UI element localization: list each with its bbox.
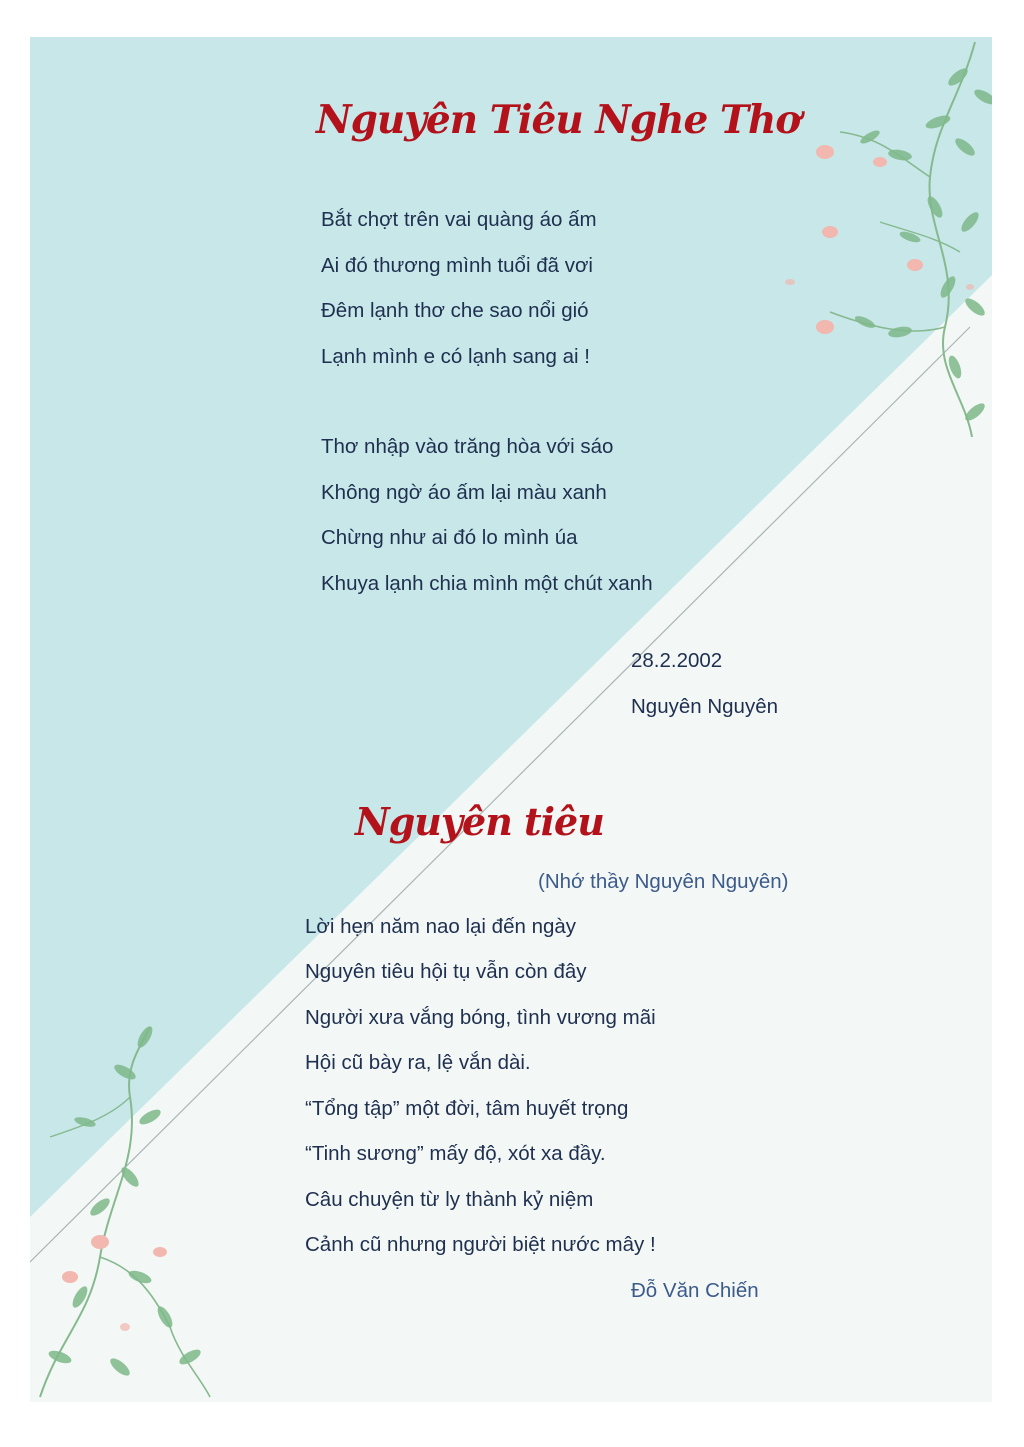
poem1-title: Nguyên Tiêu Nghe Thơ (316, 97, 801, 143)
poem2-line: Người xưa vắng bóng, tình vương mãi (305, 1006, 656, 1029)
poem2-line: Câu chuyện từ ly thành kỷ niệm (305, 1188, 594, 1211)
poem1-line: Bắt chợt trên vai quàng áo ấm (321, 208, 597, 231)
poem2-line: Lời hẹn năm nao lại đến ngày (305, 915, 577, 938)
poem1-date: 28.2.2002 (631, 649, 723, 672)
poem2-dedication: (Nhớ thầy Nguyên Nguyên) (538, 870, 789, 893)
poem1-author: Nguyên Nguyên (631, 695, 779, 718)
poem2-line: Nguyên tiêu hội tụ vẫn còn đây (305, 960, 587, 983)
poem2-line: “Tinh sương” mấy độ, xót xa đầy. (305, 1142, 606, 1165)
poem1-line: Ai đó thương mình tuổi đã vơi (321, 254, 593, 277)
poem1-line: Thơ nhập vào trăng hòa với sáo (321, 435, 614, 458)
poem2-line: Cảnh cũ nhưng người biệt nước mây ! (305, 1233, 656, 1256)
poem-page (30, 37, 992, 1402)
poem1-line: Lạnh mình e có lạnh sang ai ! (321, 345, 590, 368)
poem2-author: Đỗ Văn Chiến (631, 1279, 759, 1302)
poem2-line: “Tổng tập” một đời, tâm huyết trọng (305, 1097, 629, 1120)
poem1-line: Khuya lạnh chia mình một chút xanh (321, 572, 653, 595)
poem2-line: Hội cũ bày ra, lệ vắn dài. (305, 1051, 531, 1074)
poem1-line: Đêm lạnh thơ che sao nổi gió (321, 299, 589, 322)
poem1-line: Không ngờ áo ấm lại màu xanh (321, 481, 607, 504)
poem2-title: Nguyên tiêu (355, 799, 604, 844)
poem1-line: Chừng như ai đó lo mình úa (321, 526, 578, 549)
